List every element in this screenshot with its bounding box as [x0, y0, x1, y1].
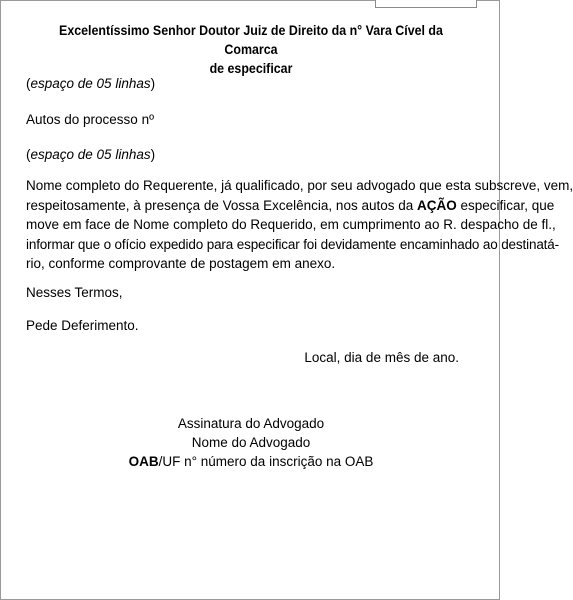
spacer-note-1-close: )	[150, 76, 156, 91]
body-line-2-pre: respeitosamente, à presença de Vossa Excelência, nos autos da	[26, 197, 417, 213]
spacer-note-1-text: espaço de 05 linhas	[30, 76, 151, 91]
spacer-note-2-text: espaço de 05 linhas	[30, 147, 151, 162]
lawyer-name-line: Nome do Advogado	[191, 435, 311, 450]
spacer-note-2-close: )	[150, 147, 156, 162]
signature-block	[1, 414, 501, 471]
header-line-2: de especificar	[209, 61, 293, 76]
action-keyword: AÇÃO	[417, 197, 457, 213]
header-line-1: Excelentíssimo Senhor Doutor Juiz de Direito da n° Vara Cível da Comarca	[59, 23, 443, 57]
body-line-5: rio, conforme comprovante de postagem em anexo.	[26, 256, 336, 271]
spacer-note-1-open: (	[26, 76, 31, 91]
spacer-note-1	[26, 74, 155, 93]
process-number-line: Autos do processo nº	[26, 112, 155, 127]
body-line-3: move em face de Nome completo do Requerido, em cumprimento ao R. despacho de fl.,	[26, 217, 556, 232]
body-line-1: Nome completo do Requerente, já qualificado, por seu advogado que esta subscreve, vem,	[26, 178, 573, 193]
spacer-note-2	[26, 145, 155, 164]
oab-line	[1, 452, 501, 471]
document-header	[39, 21, 462, 78]
body-line-4: informar que o ofício expedido para especificar foi devidamente encaminhado ao destinatá-	[26, 236, 559, 252]
spacer-note-2-open: (	[26, 147, 31, 162]
oab-number: /UF n° número da inscrição na OAB	[158, 454, 374, 469]
closing-line: Nesses Termos,	[26, 285, 123, 300]
body-line-2-post: especificar, que	[456, 197, 555, 213]
corner-tag	[375, 0, 477, 8]
request-line: Pede Deferimento.	[26, 318, 139, 333]
oab-label: OAB	[128, 454, 159, 469]
body-line-2	[26, 196, 555, 216]
signature-line: Assinatura do Advogado	[177, 416, 325, 431]
place-date-line: Local, dia de mês de ano.	[304, 350, 459, 365]
body-paragraph	[26, 176, 573, 274]
